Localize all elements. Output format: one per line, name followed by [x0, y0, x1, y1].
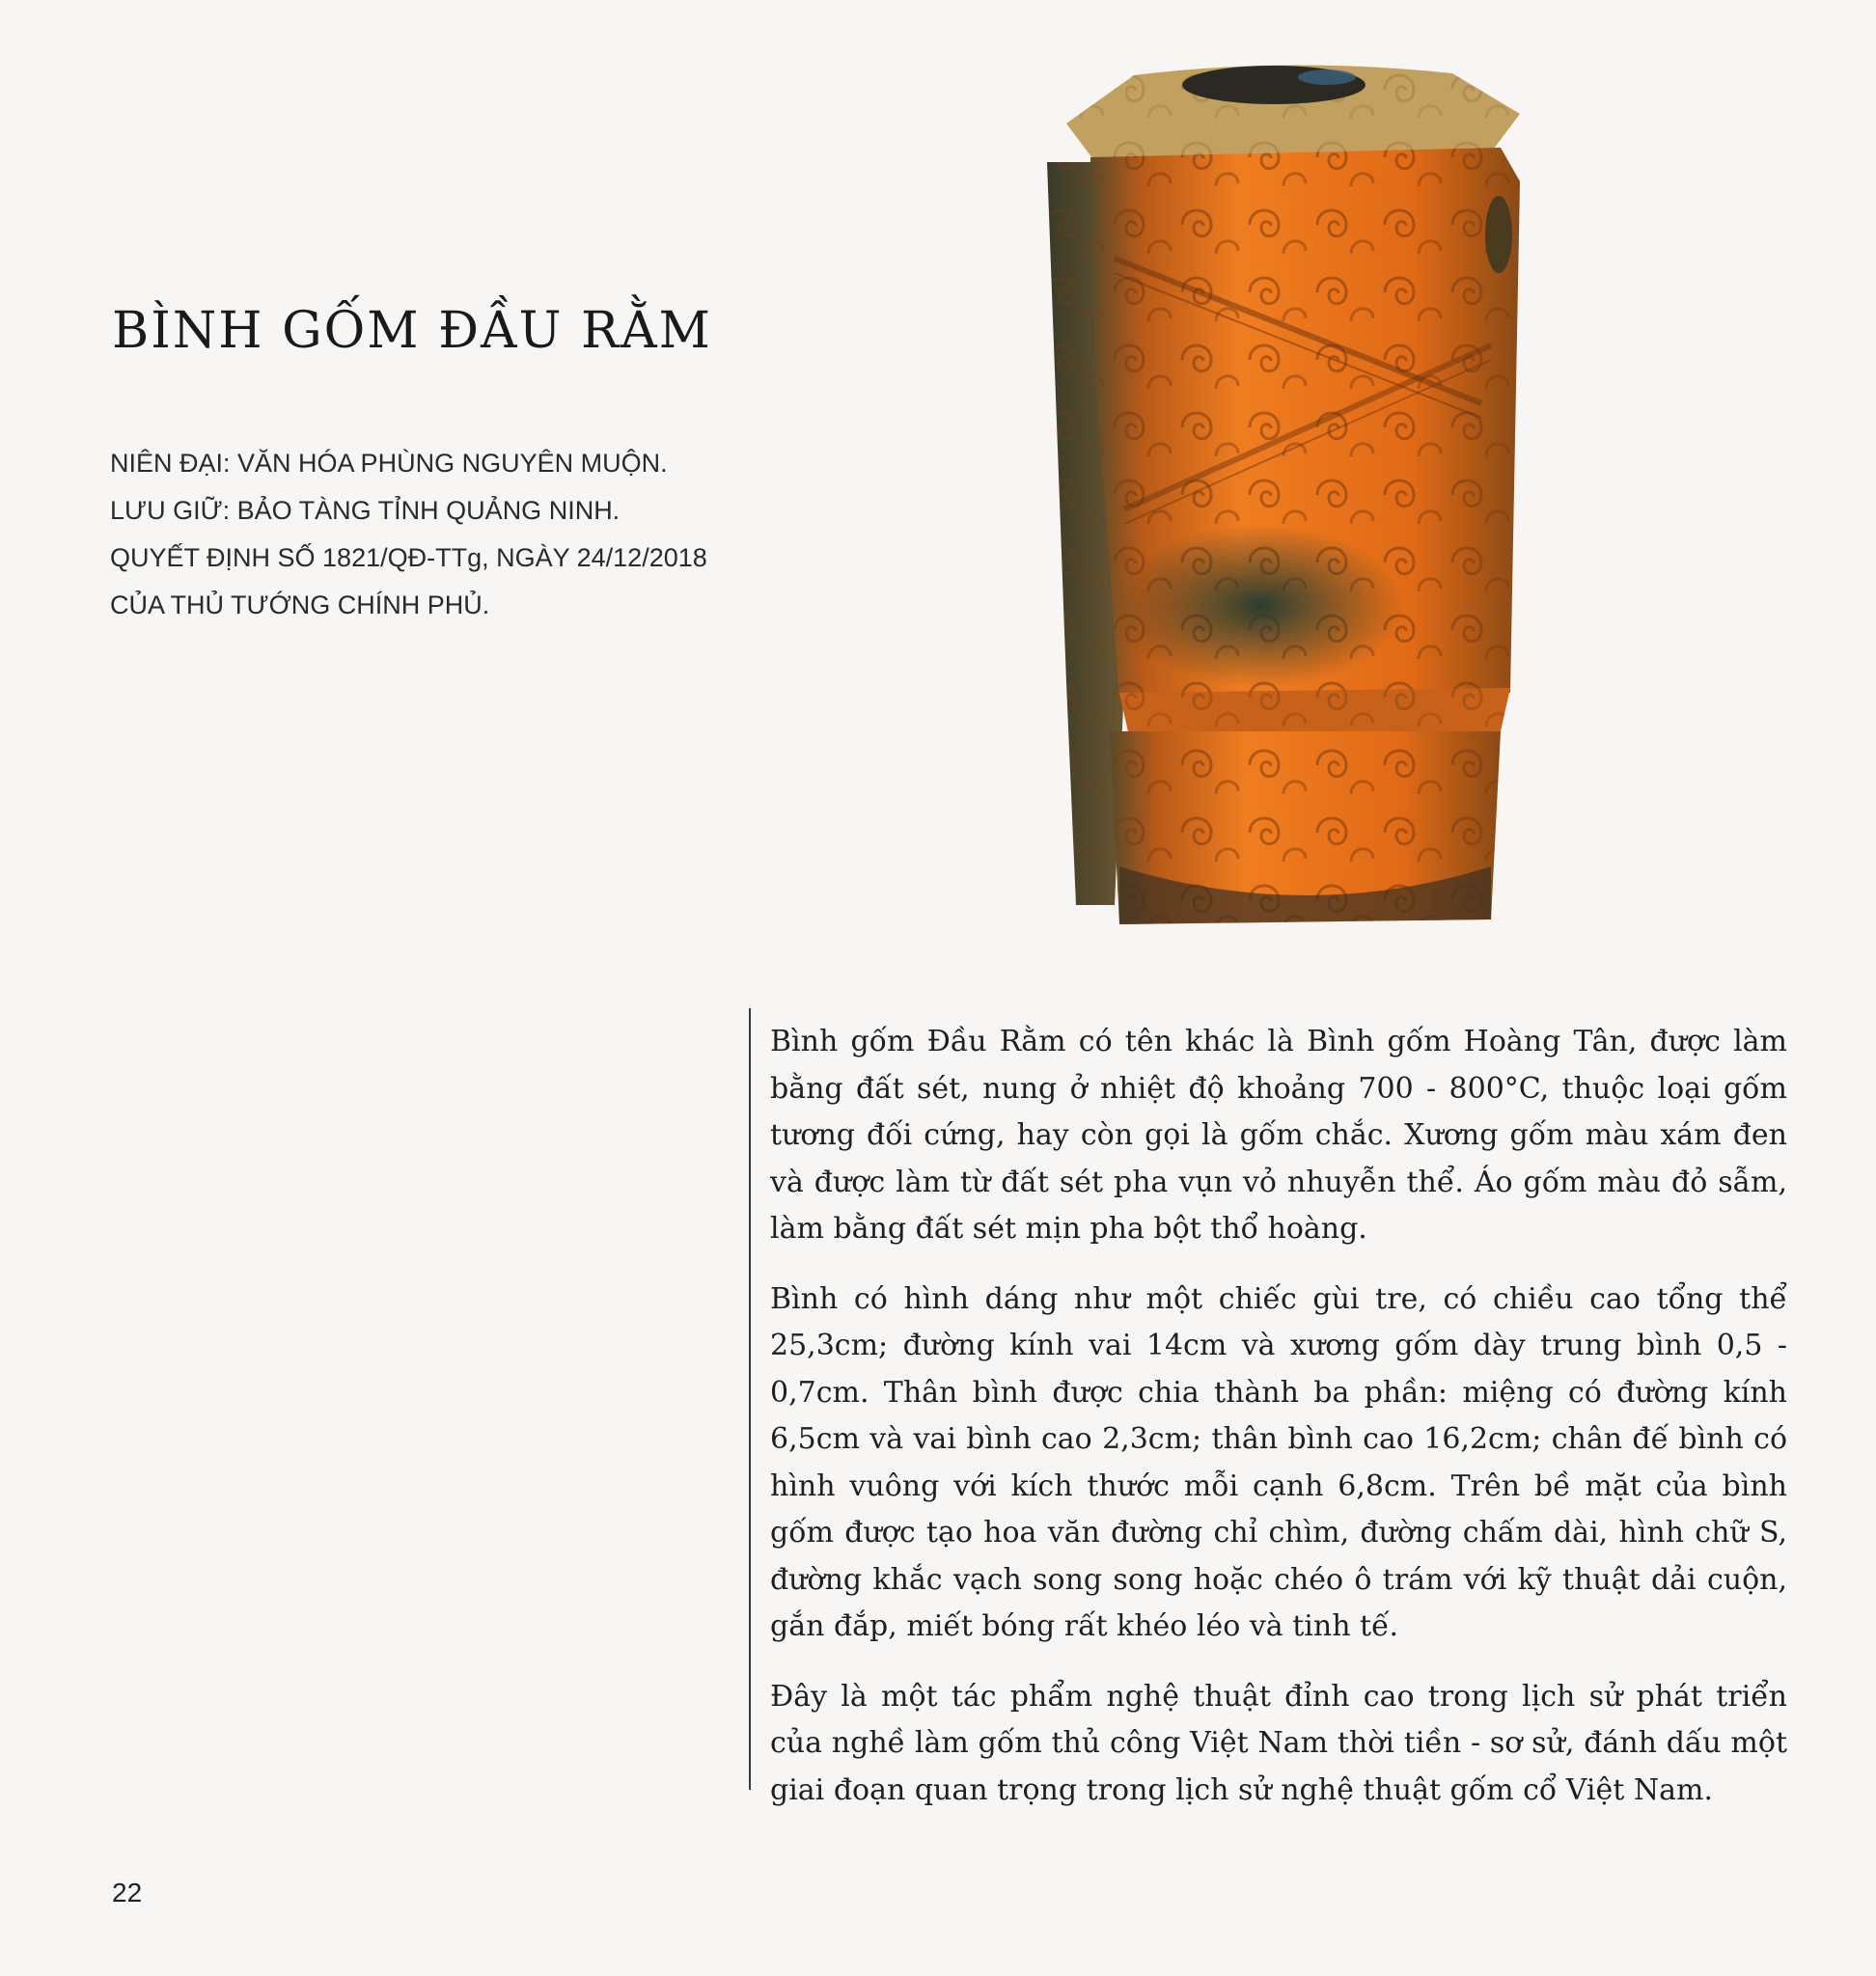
- decision-line-1: QUYẾT ĐỊNH SỐ 1821/QĐ-TTg, NGÀY 24/12/2018: [110, 543, 707, 572]
- paragraph-3: Đây là một tác phẩm nghệ thuật đỉnh cao trong lịch sử phát triển của nghề làm gốm thủ công Việt Nam thời tiền - sơ sử, đánh dấu một giai đoạn quan trọng trong lịch sử nghệ thuật gốm cổ Việt Nam.: [770, 1679, 1787, 1807]
- paragraph-1: Bình gốm Đầu Rằm có tên khác là Bình gốm Hoàng Tân, được làm bằng đất sét, nung ở nhiệt độ khoảng 700 - 800°C, thuộc loại gốm tương đối cứng, hay còn gọi là gốm chắc. Xương gốm màu xám đen và được làm từ đất sét pha vụn vỏ nhuyễn thể. Áo gốm màu đỏ sẫm, làm bằng đất sét mịn pha bột thổ hoàng.: [770, 1025, 1787, 1246]
- text-margin-rule: [749, 1008, 751, 1790]
- dating-line: NIÊN ĐẠI: VĂN HÓA PHÙNG NGUYÊN MUỘN.: [110, 449, 668, 478]
- paragraph-2: Bình có hình dáng như một chiếc gùi tre, có chiều cao tổng thể 25,3cm; đường kính vai 14cm và xương gốm dày trung bình 0,5 - 0,7cm. Thân bình được chia thành ba phần: miệng có đường kính 6,5cm và vai bình cao 2,3cm; thân bình cao 16,2cm; chân đế bình có hình vuông với kích thước mỗi cạnh 6,8cm. Trên bề mặt của bình gốm được tạo hoa văn đường chỉ chìm, đường chấm dài, hình chữ S, đường khắc vạch song song hoặc chéo ô trám với kỹ thuật dải cuộn, gắn đắp, miết bóng rất khéo léo và tinh tế.: [770, 1281, 1787, 1643]
- collection-line: LƯU GIỮ: BẢO TÀNG TỈNH QUẢNG NINH.: [110, 496, 621, 525]
- description-text: [770, 1019, 1787, 1837]
- ceramic-vessel-image: [1037, 56, 1549, 936]
- decision-line-2: CỦA THỦ TƯỚNG CHÍNH PHỦ.: [110, 590, 490, 619]
- artifact-metadata: [110, 440, 728, 629]
- page-number: 22: [112, 1878, 143, 1907]
- page-title: BÌNH GỐM ĐẦU RẰM: [112, 301, 712, 360]
